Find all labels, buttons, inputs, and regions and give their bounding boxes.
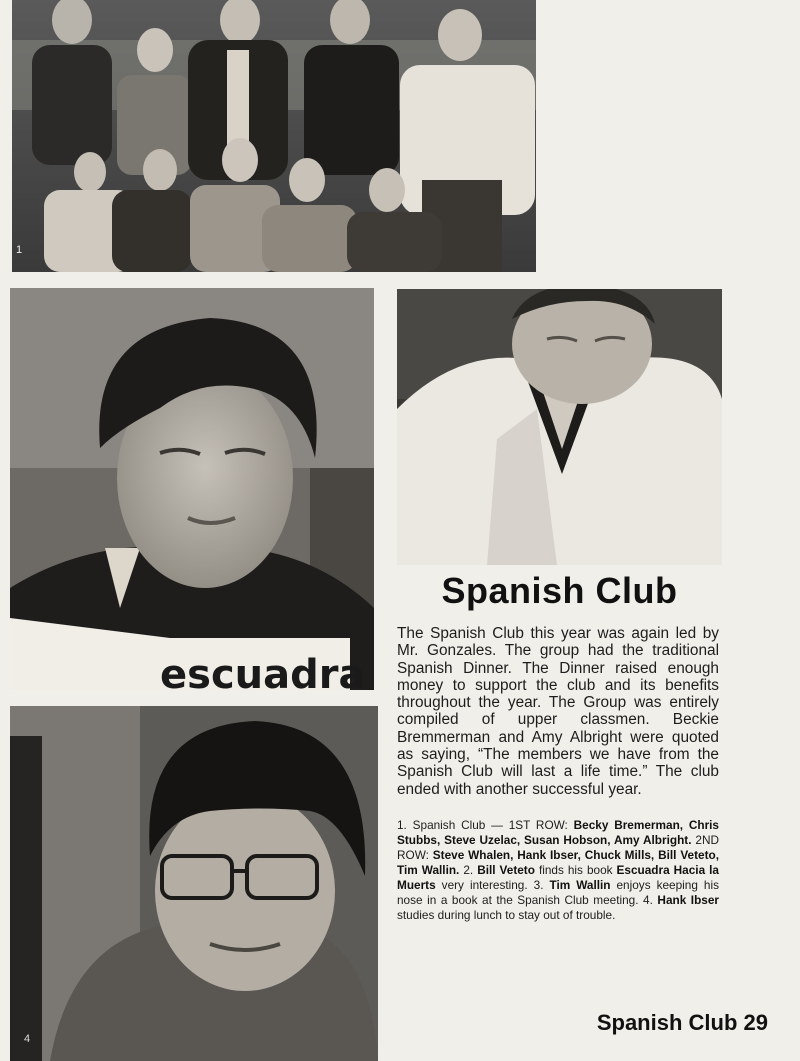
caption-2-number: 2. xyxy=(459,863,478,877)
caption-2-book: Escuadra Hacia la Muerts xyxy=(397,863,719,892)
page-number: 29 xyxy=(743,1010,768,1035)
caption-1-intro: 1. Spanish Club — 1ST ROW: xyxy=(397,818,574,832)
group-photo-image xyxy=(12,0,536,272)
photo-number-1: 1 xyxy=(16,244,23,256)
book-cover-text: escuadra xyxy=(160,652,366,690)
caption-4-number: 4. xyxy=(638,893,658,907)
caption-3-number: 3. xyxy=(527,878,550,892)
article-title: Spanish Club xyxy=(441,570,678,611)
caption-3-name: Tim Wallin xyxy=(549,878,611,892)
student-with-glasses-photo xyxy=(10,706,378,1061)
caption-3-text: enjoys keeping his nose in a book at the Spanish Club meeting. xyxy=(397,878,719,907)
caption-1-row1-names: Becky Bremerman, Chris Stubbs, Steve Uzelac, Susan Hobson, Amy Albright. xyxy=(397,818,719,847)
reading-book-photo xyxy=(10,288,374,690)
caption-1-row2-names: Steve Whalen, Hank Ibser, Chuck Mills, Bill Veteto, Tim Wallin. xyxy=(397,848,720,877)
student-looking-down-photo-image xyxy=(397,289,722,565)
caption-2-text2: very interesting. xyxy=(435,878,528,892)
caption-2-name: Bill Veteto xyxy=(477,863,535,877)
folio-label: Spanish Club xyxy=(596,1010,738,1035)
caption-1-mid: 2ND ROW: xyxy=(397,833,719,862)
caption-4-text: studies during lunch to stay out of trouble. xyxy=(397,908,616,922)
reading-book-photo-image xyxy=(10,288,374,690)
group-photo xyxy=(12,0,536,272)
student-with-glasses-photo-image xyxy=(10,706,378,1061)
caption-4-name: Hank Ibser xyxy=(657,893,719,907)
page-folio xyxy=(597,1010,768,1036)
student-looking-down-photo xyxy=(397,289,722,565)
photo-number-4: 4 xyxy=(24,1033,31,1045)
photo-caption xyxy=(397,818,719,923)
caption-2-text1: finds his book xyxy=(534,863,617,877)
article-body: The Spanish Club this year was again led by Mr. Gonzales. The group had the traditional Spanish Dinner. The Dinner raised enough money to support the club and its benefits throughout the year. The Group was entirely compiled of upper classmen. Beckie Bremmerman and Amy Albright were quoted as saying, “The members we have from the Spanish Club will last a life time.” The club ended with another successful year. xyxy=(397,625,719,798)
